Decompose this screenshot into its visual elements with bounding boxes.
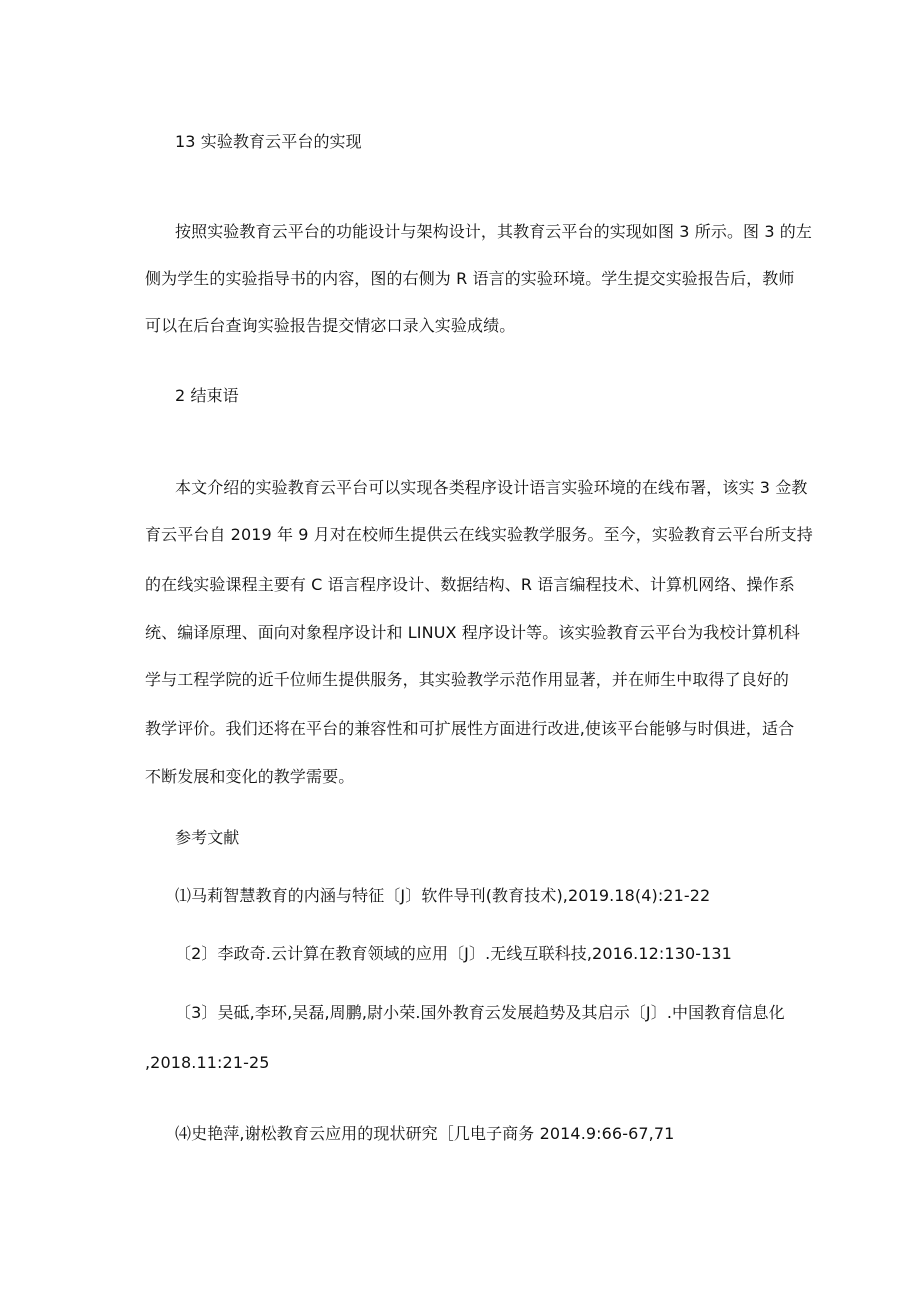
- references-heading: 参考文献: [175, 828, 240, 847]
- reference-item: ⑴马莉智慧教育的内涵与特征〔J〕软件导刊(教育技术),2019.18(4):21-22: [175, 886, 711, 905]
- section-2-paragraph-line: 的在线实验课程主要有 C 语言程序设计、数据结构、R 语言编程技术、计算机网络、操作系: [145, 575, 795, 594]
- section-2-paragraph-line: 统、编译原理、面向对象程序设计和 LINUX 程序设计等。该实验教育云平台为我校计算机科: [145, 623, 800, 642]
- section-1-3-paragraph-line: 可以在后台查询实验报告提交情宓口录入实验成绩。: [145, 316, 516, 335]
- section-1-3-paragraph-line: 按照实验教育云平台的功能设计与架构设计，其教育云平台的实现如图 3 所示。图 3 的左: [175, 222, 813, 241]
- section-2-paragraph-line: 教学评价。我们还将在平台的兼容性和可扩展性方面进行改进,使该平台能够与时俱进，适合: [145, 719, 795, 738]
- reference-item-continuation: ,2018.11:21-25: [145, 1053, 270, 1072]
- reference-item: 〔3〕吴砥,李环,吴磊,周鹏,尉小荣.国外教育云发展趋势及其启示〔J〕.中国教育信息化: [175, 1003, 785, 1022]
- section-2-paragraph-line: 本文介绍的实验教育云平台可以实现各类程序设计语言实验环境的在线布署，该实 3 佥教: [175, 478, 808, 497]
- section-1-3-heading: 13 实验教育云平台的实现: [175, 132, 362, 151]
- section-2-heading: 2 结束语: [175, 386, 239, 405]
- reference-item: ⑷史艳萍,谢松教育云应用的现状研究［几电子商务 2014.9:66-67,71: [175, 1124, 675, 1143]
- section-1-3-paragraph-line: 侧为学生的实验指导书的内容，图的右侧为 R 语言的实验环境。学生提交实验报告后，教师: [145, 269, 795, 288]
- section-2-paragraph-line: 不断发展和变化的教学需要。: [145, 767, 355, 786]
- section-2-paragraph-line: 学与工程学院的近千位师生提供服务，其实验教学示范作用显著，并在师生中取得了良好的: [145, 670, 790, 689]
- reference-item: 〔2〕李政奇.云计算在教育领域的应用〔J〕.无线互联科技,2016.12:130-131: [175, 944, 732, 963]
- section-2-paragraph-line: 育云平台自 2019 年 9 月对在校师生提供云在线实验教学服务。至今，实验教育云平台所支持: [145, 525, 813, 544]
